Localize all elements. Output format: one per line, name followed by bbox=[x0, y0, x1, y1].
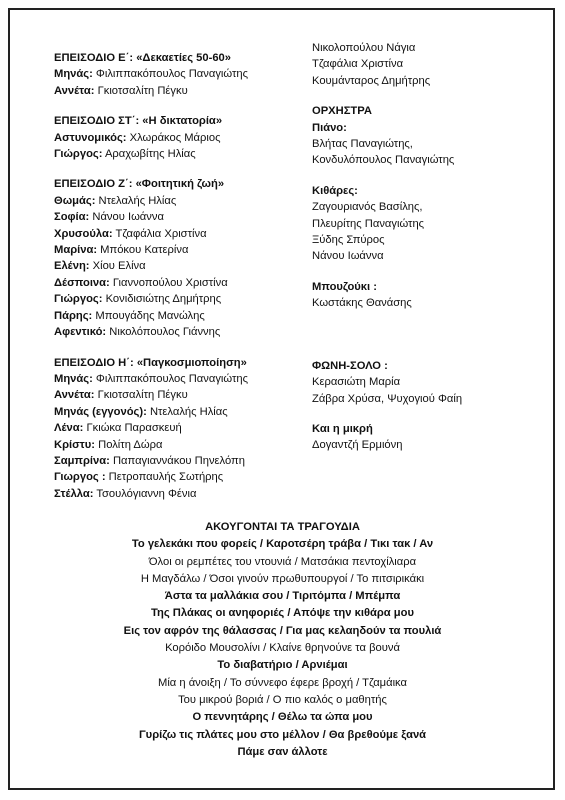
role: Χρυσούλα: bbox=[54, 227, 113, 240]
song-line: Γυρίζω τις πλάτες μου στο μέλλον / Θα βρεθούμε ξανά bbox=[138, 728, 427, 741]
name-line: Ζάβρα Χρύσα, Ψυχογιού Φαίη bbox=[312, 392, 463, 405]
little-one-section bbox=[312, 421, 532, 454]
role: Γιώργος: bbox=[54, 293, 103, 306]
cast-line bbox=[54, 453, 324, 469]
song-line: Μία η άνοιξη / Το σύννεφο έφερε βροχή / Τζαμάικα bbox=[158, 676, 407, 689]
episode-title: ΕΠΕΙΣΟΔΙΟ Ζ΄: «Φοιτητική ζωή» bbox=[54, 178, 225, 191]
cast-line bbox=[54, 258, 324, 274]
name-line: Νικολοπούλου Νάγια bbox=[312, 42, 416, 54]
role: Ελένη: bbox=[54, 260, 90, 273]
name-line: Πλευρίτης Παναγιώτης bbox=[312, 217, 425, 230]
role: Γιώργος: bbox=[54, 148, 103, 161]
name-line: Κουμάνταρος Δημήτρης bbox=[312, 74, 431, 87]
actor: Νάνου Ιωάννα bbox=[92, 211, 164, 224]
songs-title: ΑΚΟΥΓΟΝΤΑΙ ΤΑ ΤΡΑΓΟΥΔΙΑ bbox=[205, 521, 360, 533]
actor: Μπουγάδης Μανώλης bbox=[95, 309, 205, 322]
actor: Τσουλόγιαννη Φένια bbox=[96, 487, 197, 500]
cast-line bbox=[54, 209, 324, 225]
cast-line bbox=[54, 437, 324, 453]
song-line: Της Πλάκας οι ανηφοριές / Απόψε την κιθάρα μου bbox=[151, 607, 414, 620]
cast-line bbox=[54, 324, 324, 340]
name-line: Νάνου Ιωάννα bbox=[312, 250, 384, 263]
cast-line bbox=[54, 83, 324, 99]
episode-title: ΕΠΕΙΣΟΔΙΟ ΣΤ΄: «Η δικτατορία» bbox=[54, 115, 223, 128]
actor: Ντελαλής Ηλίας bbox=[149, 405, 228, 418]
song-line: Άστα τα μαλλάκια σου / Τιριτόμπα / Μπέμπα bbox=[164, 590, 401, 603]
actor: Γκιοτσαλίτη Πέγκυ bbox=[97, 84, 188, 97]
songs-section bbox=[20, 519, 545, 761]
name-line: Ζαγουριανός Βασίλης, bbox=[312, 201, 423, 214]
songs-list bbox=[20, 536, 545, 761]
song-line: Του μικρού βοριά / Ο πιο καλός ο μαθητής bbox=[178, 693, 387, 706]
continued-cast bbox=[312, 40, 532, 89]
episodes-column bbox=[54, 50, 324, 516]
song-line: Η Μαγδάλω / Όσοι γινούν πρωθυπουργοί / Το πιτσιρικάκι bbox=[140, 572, 425, 585]
role: Κρίστυ: bbox=[54, 438, 95, 451]
role: Στέλλα: bbox=[54, 487, 94, 500]
role: Γιωργος : bbox=[54, 471, 106, 484]
actor: Κονιδισιώτης Δημήτρης bbox=[105, 293, 222, 306]
actor: Χίου Ελίνα bbox=[92, 260, 146, 273]
name-line: Κονδυλόπουλος Παναγιώτης bbox=[312, 154, 455, 167]
actor: Πετροπαυλής Σωτήρης bbox=[108, 471, 224, 484]
cast-line bbox=[54, 308, 324, 324]
actor: Νικολόπουλος Γιάννης bbox=[109, 326, 221, 339]
name-line: Κερασιώτη Μαρία bbox=[312, 376, 401, 389]
cast-line bbox=[54, 469, 324, 485]
actor: Γιαννοπούλου Χριστίνα bbox=[112, 276, 228, 289]
role: Αστυνομικός: bbox=[54, 131, 127, 144]
cast-line bbox=[54, 420, 324, 436]
actor: Παπαγιαννάκου Πηνελόπη bbox=[112, 454, 245, 467]
actor: Φιλιππακόπουλος Παναγιώτης bbox=[95, 372, 249, 385]
actor: Ντελαλής Ηλίας bbox=[98, 194, 177, 207]
voice-solo-section bbox=[312, 358, 532, 407]
cast-line bbox=[54, 275, 324, 291]
song-line: Ο πεννητάρης / Θέλω τα ώπα μου bbox=[192, 711, 373, 724]
credits-column bbox=[312, 40, 532, 454]
role: Μηνάς: bbox=[54, 68, 93, 81]
actor: Τζαφάλια Χριστίνα bbox=[115, 227, 207, 240]
song-line: Κορόιδο Μουσολίνι / Κλαίνε θρηνούνε τα βουνά bbox=[165, 642, 400, 655]
name-line: Κωστάκης Θανάσης bbox=[312, 297, 412, 310]
piano-group bbox=[312, 120, 532, 169]
episode-title: ΕΠΕΙΣΟΔΙΟ Η΄: «Παγκοσμιοποίηση» bbox=[54, 356, 247, 369]
instrument-label: Κιθάρες: bbox=[312, 184, 358, 197]
role: Μηνάς (εγγονός): bbox=[54, 405, 147, 418]
section-label: Και η μικρή bbox=[312, 422, 373, 435]
actor: Μπόκου Κατερίνα bbox=[100, 244, 189, 257]
cast-line bbox=[54, 371, 324, 387]
role: Αφεντικό: bbox=[54, 326, 107, 339]
song-line: Το διαβατήριο / Αρνιέμαι bbox=[217, 659, 348, 672]
actor: Γκιοτσαλίτη Πέγκυ bbox=[97, 389, 188, 402]
role: Μηνάς: bbox=[54, 372, 93, 385]
song-line: Όλοι οι ρεμπέτες του ντουνιά / Ματσάκια πεντοχίλιαρα bbox=[148, 555, 417, 568]
actor: Αραχωβίτης Ηλίας bbox=[104, 148, 196, 161]
episode-title: ΕΠΕΙΣΟΔΙΟ Ε΄: «Δεκαετίες 50-60» bbox=[54, 52, 232, 64]
role: Σαμπρίνα: bbox=[54, 454, 110, 467]
cast-line bbox=[54, 146, 324, 162]
cast-line bbox=[54, 291, 324, 307]
section-label: ΦΩΝΗ-ΣΟΛΟ : bbox=[312, 359, 388, 372]
cast-line bbox=[54, 404, 324, 420]
role: Μαρίνα: bbox=[54, 244, 98, 257]
bouzouki-group bbox=[312, 279, 532, 312]
song-line: Το γελεκάκι που φορείς / Καροτσέρη τράβα / Τικι τακ / Αν bbox=[131, 538, 434, 551]
role: Σοφία: bbox=[54, 211, 90, 224]
song-line: Πάμε σαν άλλοτε bbox=[237, 745, 328, 758]
instrument-label: Πιάνο: bbox=[312, 121, 347, 134]
cast-line bbox=[54, 193, 324, 209]
orchestra-title: ΟΡΧΗΣΤΡΑ bbox=[312, 105, 372, 118]
episode-5 bbox=[54, 50, 324, 99]
role: Δέσποινα: bbox=[54, 276, 110, 289]
song-line: Εις τον αφρόν της θάλασσας / Για μας κελαηδούν τα πουλιά bbox=[123, 624, 442, 637]
episode-8 bbox=[54, 355, 324, 503]
name-line: Δογαντζή Ερμιόνη bbox=[312, 439, 403, 452]
actor: Φιλιππακόπουλος Παναγιώτης bbox=[95, 68, 249, 81]
actor: Πολίτη Δώρα bbox=[98, 438, 163, 451]
orchestra-section bbox=[312, 103, 532, 311]
role: Πάρης: bbox=[54, 309, 93, 322]
role: Λένα: bbox=[54, 422, 84, 435]
cast-line bbox=[54, 387, 324, 403]
actor: Γκιώκα Παρασκευή bbox=[86, 422, 182, 435]
cast-line bbox=[54, 242, 324, 258]
guitars-group bbox=[312, 183, 532, 265]
cast-line bbox=[54, 486, 324, 502]
cast-line bbox=[54, 66, 324, 82]
instrument-label: Μπουζούκι : bbox=[312, 280, 377, 293]
cast-line bbox=[54, 130, 324, 146]
cast-line bbox=[54, 226, 324, 242]
role: Θωμάς: bbox=[54, 194, 96, 207]
episode-7 bbox=[54, 176, 324, 340]
name-line: Τζαφάλια Χριστίνα bbox=[312, 58, 404, 71]
actor: Χλωράκος Μάριος bbox=[129, 131, 221, 144]
role: Αννέτα: bbox=[54, 84, 95, 97]
episode-6 bbox=[54, 113, 324, 162]
name-line: Ξύδης Σπύρος bbox=[312, 234, 385, 247]
role: Αννέτα: bbox=[54, 389, 95, 402]
name-line: Βλήτας Παναγιώτης, bbox=[312, 138, 413, 151]
